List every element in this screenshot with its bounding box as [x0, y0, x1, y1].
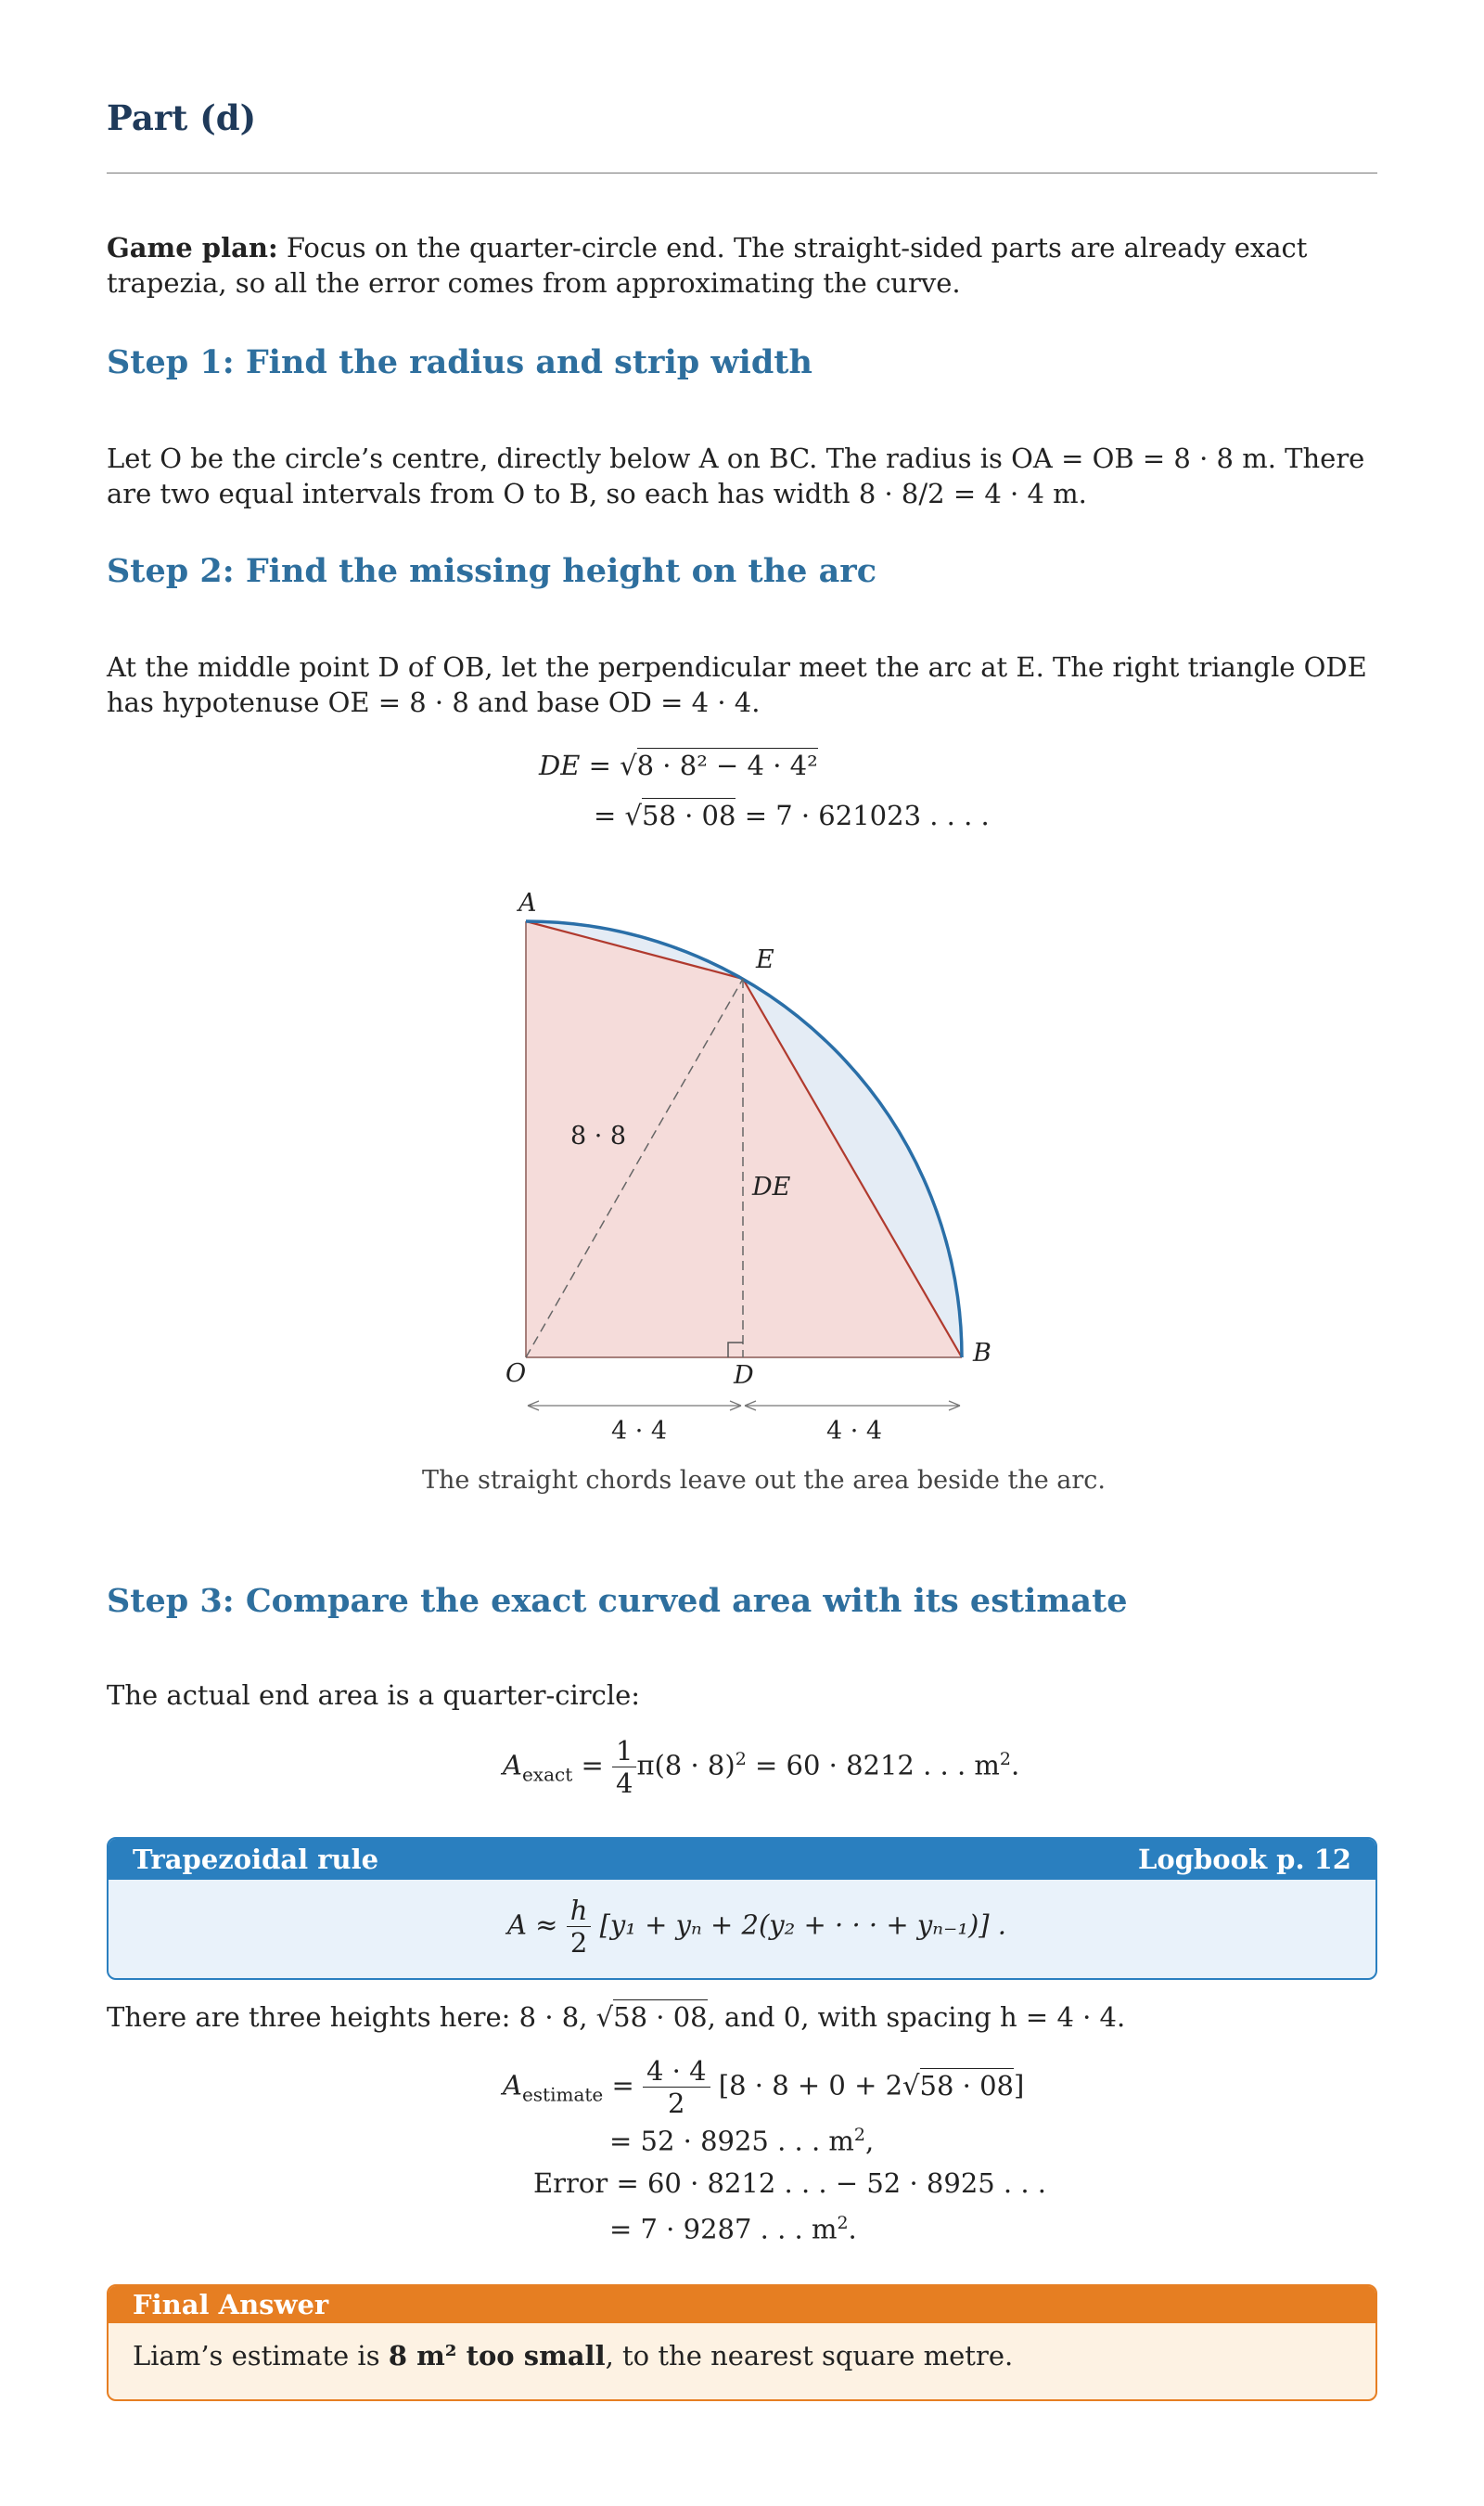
de-radicand: 8 · 8² − 4 · 4²: [636, 750, 818, 781]
diagram-caption: The straight chords leave out the area beside the arc.: [422, 1466, 1106, 1495]
estimate-bracket-radicand: 58 · 08: [919, 2069, 1014, 2101]
three-heights-pre: There are three heights here: 8 · 8,: [107, 2001, 588, 2033]
final-answer-post: , to the nearest square metre.: [605, 2340, 1014, 2371]
exact-result: = 60 · 8212 . . . m: [755, 1749, 1000, 1781]
final-answer-header: [109, 2286, 1375, 2323]
de-result: = 7 · 621023 . . . .: [744, 800, 990, 831]
error-line: [533, 2167, 1046, 2199]
game-plan-label: Game plan:: [107, 232, 278, 263]
estimate-fraction-den: 2: [668, 2088, 685, 2119]
estimate-line2: = 52 · 8925 . . . $m^2$,: [609, 2125, 875, 2157]
label-d: D: [734, 1361, 754, 1390]
step1-text: Let O be the circle’s centre, directly below A on BC. The radius is OA = OB = 8 · 8 m. There are two equal intervals from O to B, so each has width 8 · 8/2 = 4 · 4 m.: [107, 443, 1365, 509]
part-title: Part (d): [107, 97, 257, 138]
estimate-line1: $A_{estimate}$ = $\frac{4 \cdot 4}{2}$ [8 · 8 + 0 + 2√58 · 08]: [503, 2055, 1025, 2119]
estimate-fraction: [643, 2055, 710, 2119]
final-answer-text: [133, 2338, 1338, 2373]
error-result: = 7 · 9287 . . . m: [609, 2213, 838, 2245]
de-lhs: DE: [539, 750, 581, 781]
quarter-circle-diagram: [431, 886, 1136, 1443]
label-a: A: [518, 889, 537, 918]
estimate-subscript: estimate: [521, 2083, 604, 2106]
trapezoidal-rule-box: [107, 1837, 1377, 1980]
logbook-reference: Logbook p. 12: [1138, 1844, 1351, 1875]
step2-text: At the middle point D of OB, let the perpendicular meet the arc at E. The right triangle ODE has hypotenuse OE = 8 · 8 and base OD = 4 · 4.: [107, 651, 1367, 718]
final-answer-pre: Liam’s estimate is: [133, 2340, 380, 2371]
label-o: O: [505, 1359, 527, 1388]
game-plan-text: Focus on the quarter-circle end. The straight-sided parts are already exact trapezia, so all the error comes from approximating the curve.: [107, 232, 1308, 299]
estimate-bracket-pre: 8 · 8 + 0 + 2: [729, 2069, 903, 2101]
three-heights-radicand: 58 · 08: [613, 2001, 708, 2033]
error-expression: = 60 · 8212 . . . − 52 · 8925 . . .: [616, 2167, 1047, 2199]
trapezoidal-formula-body: [y₁ + yₙ + 2(y₂ + · · · + yₙ₋₁)] .: [599, 1908, 1007, 1941]
three-heights-paragraph: There are three heights here: 8 · 8, √58 · 08, and 0, with spacing h = 4 · 4.: [107, 2001, 1126, 2033]
label-de: DE: [752, 1173, 791, 1202]
estimate-result: = 52 · 8925 . . . m: [609, 2125, 854, 2157]
step1-heading: Step 1: Find the radius and strip width: [107, 343, 812, 381]
trapezoidal-rule-title: Trapezoidal rule: [133, 1844, 379, 1875]
exact-expression: π(8 · 8): [636, 1749, 736, 1781]
de-equation-line2: = √58 · 08 = 7 · 621023 . . . .: [594, 800, 990, 831]
step3-heading: Step 3: Compare the exact curved area with its estimate: [107, 1582, 1128, 1620]
label-right-width: 4 · 4: [826, 1417, 883, 1443]
game-plan-paragraph: [107, 230, 1377, 301]
trapezoidal-rule-header: [109, 1839, 1375, 1880]
final-answer-title: Final Answer: [133, 2289, 329, 2320]
step2-heading: Step 2: Find the missing height on the arc: [107, 552, 877, 590]
label-e: E: [756, 945, 774, 974]
de-equation-line1: DE = √8 · 8² − 4 · 4²: [539, 750, 818, 781]
error-label: Error: [533, 2167, 608, 2199]
label-height: 8 · 8: [570, 1122, 627, 1150]
quarter-fraction: $\frac{1}{4}$: [612, 1735, 636, 1799]
error-result-line: = 7 · 9287 . . . $m^2$.: [609, 2213, 857, 2245]
three-heights-post: , and 0, with spacing h = 4 · 4.: [707, 2001, 1126, 2033]
exact-area-equation: $A_{exact}$ = $\frac{1}{4}$ $\pi(8 \cdot 8)^2 = 60 \cdot 8212$ . . . $m^2$.: [503, 1735, 1020, 1799]
de-radicand-2: 58 · 08: [642, 800, 736, 831]
step3-intro: The actual end area is a quarter-circle:: [107, 1679, 641, 1711]
h-over-2-fraction: $\frac{h}{2}$: [567, 1895, 592, 1959]
final-answer-box: [107, 2284, 1377, 2401]
label-b: B: [973, 1339, 991, 1368]
label-left-width: 4 · 4: [611, 1417, 668, 1443]
trapezoidal-formula: A ≈ $\frac{h}{2}$ [y₁ + yₙ + 2(y₂ + · · · + yₙ₋₁)] .: [507, 1895, 1007, 1959]
final-answer-bold: 8 m² too small: [388, 2340, 606, 2371]
estimate-fraction-num: 4 · 4: [643, 2055, 710, 2088]
exact-subscript: exact: [521, 1763, 573, 1786]
